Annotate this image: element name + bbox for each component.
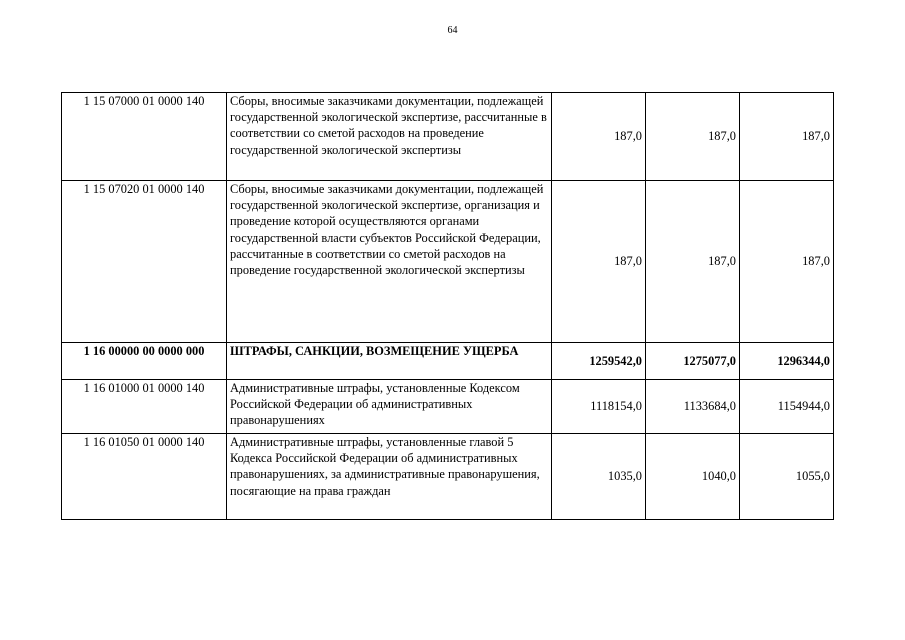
value-cell-year2: 1040,0 [646,434,740,520]
value-cell-year1: 1035,0 [552,434,646,520]
page-number: 64 [447,25,458,36]
value-cell-year3: 187,0 [740,181,834,343]
table-row [62,181,834,343]
revenue-name-cell: Административные штрафы, установленные Кодексом Российской Федерации об административных правонарушениях [227,380,552,434]
revenue-code-cell: 1 16 00000 00 0000 000 [62,343,227,380]
revenue-code-cell: 1 16 01000 01 0000 140 [62,380,227,434]
table-row-section-total [62,343,834,380]
table-row [62,380,834,434]
value-cell-year2: 1133684,0 [646,380,740,434]
table-row [62,93,834,181]
value-cell-year1: 1259542,0 [552,343,646,380]
value-cell-year2: 1275077,0 [646,343,740,380]
revenue-name-cell: Сборы, вносимые заказчиками документации, подлежащей государственной экологической экспертизе, организация и проведение которой осуществляются органами государственной власти субъектов Российской Федерации, рассчитанные в соответствии со сметой расходов на проведение государственной экологической экспертизы [227,181,552,343]
revenue-name-cell: Административные штрафы, установленные главой 5 Кодекса Российской Федерации об административных правонарушениях, за административные правонарушения, посягающие на права граждан [227,434,552,520]
budget-revenue-table [61,92,834,520]
value-cell-year1: 187,0 [552,181,646,343]
value-cell-year3: 187,0 [740,93,834,181]
value-cell-year3: 1055,0 [740,434,834,520]
value-cell-year3: 1296344,0 [740,343,834,380]
value-cell-year1: 187,0 [552,93,646,181]
revenue-code-cell: 1 16 01050 01 0000 140 [62,434,227,520]
table-row [62,434,834,520]
revenue-code-cell: 1 15 07020 01 0000 140 [62,181,227,343]
revenue-name-cell: ШТРАФЫ, САНКЦИИ, ВОЗМЕЩЕНИЕ УЩЕРБА [227,343,552,380]
value-cell-year1: 1118154,0 [552,380,646,434]
value-cell-year3: 1154944,0 [740,380,834,434]
revenue-name-cell: Сборы, вносимые заказчиками документации, подлежащей государственной экологической экспертизе, рассчитанные в соответствии со сметой расходов на проведение государственной экологической экспертизы [227,93,552,181]
value-cell-year2: 187,0 [646,93,740,181]
value-cell-year2: 187,0 [646,181,740,343]
revenue-code-cell: 1 15 07000 01 0000 140 [62,93,227,181]
